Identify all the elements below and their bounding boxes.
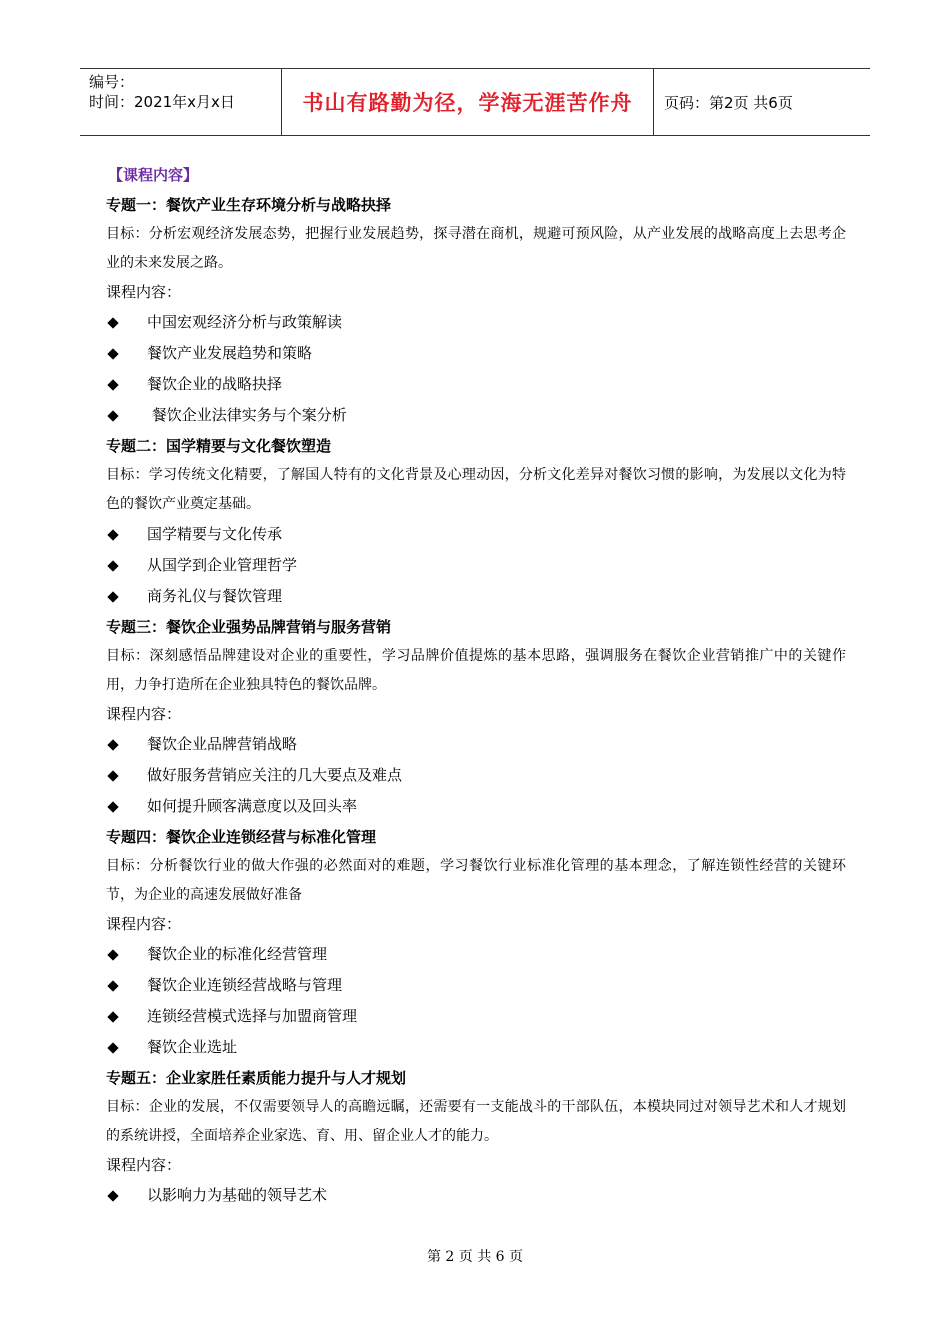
- document-body: [106, 160, 846, 1211]
- course-content-label: 课程内容：: [106, 705, 182, 723]
- list-item: [106, 939, 846, 970]
- topic-goal: 目标：分析餐饮行业的做大作强的必然面对的难题，学习餐饮行业标准化管理的基本理念，了解连锁性经营的关键环节，为企业的高速发展做好准备: [106, 858, 846, 903]
- header-meta: [80, 69, 282, 135]
- list-item-text: 如何提升顾客满意度以及回头率: [147, 797, 358, 815]
- list-item: [106, 1001, 846, 1032]
- diamond-bullet-icon: [107, 1042, 118, 1053]
- course-item-list: [106, 519, 846, 612]
- topic-block: [106, 431, 846, 612]
- list-item-text: 商务礼仪与餐饮管理: [147, 587, 283, 605]
- course-content-label: 课程内容：: [106, 1156, 182, 1174]
- list-item-text: 以影响力为基础的领导艺术: [147, 1186, 328, 1204]
- course-content-label: 课程内容：: [106, 283, 182, 301]
- diamond-bullet-icon: [107, 1190, 118, 1201]
- list-item-text: 餐饮产业发展趋势和策略: [147, 344, 313, 362]
- topic-title: 专题二：国学精要与文化餐饮塑造: [106, 437, 332, 455]
- list-item: [106, 400, 846, 431]
- diamond-bullet-icon: [107, 529, 118, 540]
- diamond-bullet-icon: [107, 1011, 118, 1022]
- list-item-text: 餐饮企业选址: [147, 1038, 238, 1056]
- list-item: [106, 760, 846, 791]
- diamond-bullet-icon: [107, 379, 118, 390]
- course-item-list: [106, 729, 846, 822]
- topic-goal: 目标：企业的发展，不仅需要领导人的高瞻远瞩，还需要有一支能战斗的干部队伍，本模块同过对领导艺术和人才规划的系统讲授，全面培养企业家选、育、用、留企业人才的能力。: [106, 1099, 846, 1144]
- diamond-bullet-icon: [107, 980, 118, 991]
- list-item-text: 中国宏观经济分析与政策解读: [147, 313, 343, 331]
- topic-block: [106, 612, 846, 822]
- list-item: [106, 519, 846, 550]
- diamond-bullet-icon: [107, 410, 118, 421]
- course-item-list: [106, 939, 846, 1063]
- document-date: 时间：2021年x月x日: [89, 93, 235, 111]
- header-motto: 书山有路勤为径，学海无涯苦作舟: [282, 69, 654, 135]
- section-title: 【课程内容】: [108, 166, 199, 184]
- course-item-list: [106, 307, 846, 431]
- list-item: [106, 1032, 846, 1063]
- diamond-bullet-icon: [107, 317, 118, 328]
- list-item: [106, 970, 846, 1001]
- diamond-bullet-icon: [107, 560, 118, 571]
- list-item-text: 餐饮企业品牌营销战略: [147, 735, 298, 753]
- topic-goal: 目标：深刻感悟品牌建设对企业的重要性，学习品牌价值提炼的基本思路，强调服务在餐饮企业营销推广中的关键作用，力争打造所在企业独具特色的餐饮品牌。: [106, 648, 846, 693]
- list-item-text: 从国学到企业管理哲学: [147, 556, 298, 574]
- course-item-list: [106, 1180, 846, 1211]
- diamond-bullet-icon: [107, 770, 118, 781]
- topic-title: 专题四：餐饮企业连锁经营与标准化管理: [106, 828, 377, 846]
- list-item: [106, 369, 846, 400]
- list-item: [106, 338, 846, 369]
- list-item: [106, 1180, 846, 1211]
- header-page-code: 页码：第2页 共6页: [664, 93, 793, 112]
- topic-goal: 目标：分析宏观经济发展态势，把握行业发展趋势，探寻潜在商机，规避可预风险，从产业发展的战略高度上去思考企业的未来发展之路。: [106, 226, 846, 271]
- list-item: [106, 550, 846, 581]
- topic-block: [106, 1063, 846, 1211]
- diamond-bullet-icon: [107, 801, 118, 812]
- list-item: [106, 307, 846, 338]
- page-header: [80, 68, 870, 136]
- topic-title: 专题一：餐饮产业生存环境分析与战略抉择: [106, 196, 392, 214]
- topic-goal: 目标：学习传统文化精要，了解国人特有的文化背景及心理动因，分析文化差异对餐饮习惯的影响，为发展以文化为特色的餐饮产业奠定基础。: [106, 467, 846, 512]
- list-item-text: 餐饮企业连锁经营战略与管理: [147, 976, 343, 994]
- diamond-bullet-icon: [107, 591, 118, 602]
- list-item: [106, 729, 846, 760]
- diamond-bullet-icon: [107, 739, 118, 750]
- list-item-text: 连锁经营模式选择与加盟商管理: [147, 1007, 358, 1025]
- topic-title: 专题五：企业家胜任素质能力提升与人才规划: [106, 1069, 407, 1087]
- topic-block: [106, 822, 846, 1063]
- topic-block: [106, 190, 846, 431]
- list-item-text: 餐饮企业的标准化经营管理: [147, 945, 328, 963]
- diamond-bullet-icon: [107, 949, 118, 960]
- list-item: [106, 581, 846, 612]
- list-item-text: 做好服务营销应关注的几大要点及难点: [147, 766, 403, 784]
- document-number-label: 编号：: [89, 73, 135, 91]
- page-footer: 第 2 页 共 6 页: [426, 1249, 524, 1265]
- topic-list: [106, 190, 846, 1211]
- list-item: [106, 791, 846, 822]
- topic-title: 专题三：餐饮企业强势品牌营销与服务营销: [106, 618, 392, 636]
- diamond-bullet-icon: [107, 348, 118, 359]
- list-item-text: 餐饮企业的战略抉择: [147, 375, 283, 393]
- list-item-text: 国学精要与文化传承: [147, 525, 283, 543]
- course-content-label: 课程内容：: [106, 915, 182, 933]
- list-item-text: 餐饮企业法律实务与个案分析: [147, 406, 347, 424]
